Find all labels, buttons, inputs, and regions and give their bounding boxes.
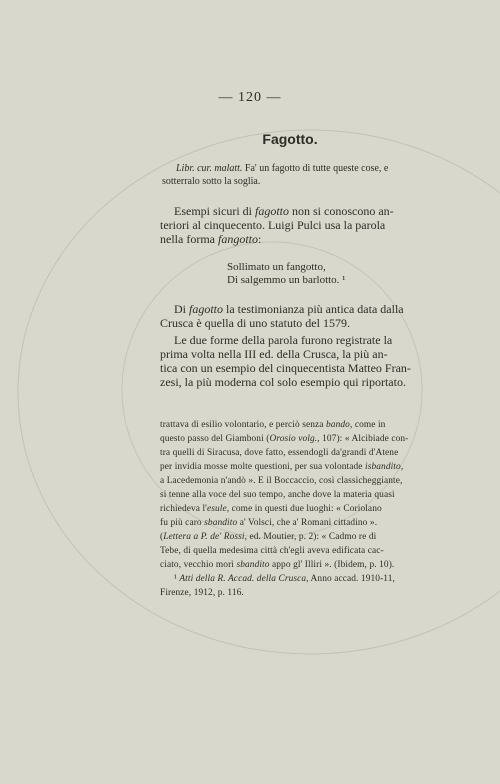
paragraph-line: nella forma fangotto:: [160, 232, 262, 246]
footnote-line: per invidia mosse molte questioni, per sua volontade isbandito,: [160, 462, 404, 472]
footnote-line: fu più caro sbandito a' Volsci, che a' Romani cittadino ».: [160, 518, 378, 528]
quote-text: Fa' un fagotto di tutte queste cose, e: [242, 163, 389, 174]
paragraph-line: zesi, la più moderna col solo esempio qui riportato.: [160, 375, 406, 389]
footnote-line: ciato, vecchio morì sbandito appo gl' Illiri ». (Ibidem, p. 10).: [160, 560, 395, 570]
paragraph-line: teriori al cinquecento. Luigi Pulci usa la parola: [160, 218, 386, 232]
verse-line: Di salgemmo un barlotto. ¹: [227, 274, 346, 286]
quote-line: [162, 176, 260, 187]
quote-source: Libr. cur. malatt.: [176, 163, 243, 174]
verse-line: Sollimato un fangotto,: [227, 261, 326, 273]
footnote-line: tra quelli di Siracusa, dove fatto, essendogli da'grandi d'Atene: [160, 448, 399, 458]
paragraph-line: tica con un esempio del cinquecentista Matteo Fran-: [160, 361, 411, 375]
paragraph-line: Esempi sicuri di fagotto non si conoscono an-: [174, 204, 394, 218]
footnote-line: richiedeva l'esule, come in questi due luoghi: « Coriolano: [160, 504, 382, 514]
entry-title: Fagotto.: [262, 131, 318, 147]
paragraph-line: Le due forme della parola furono registrate la: [174, 333, 393, 347]
footnote-line: a Lacedemonia n'andò ». E il Boccaccio, così classicheggiante,: [160, 476, 403, 486]
footnote-line: ¹ Atti della R. Accad. della Crusca, Anno accad. 1910-11,: [174, 574, 395, 584]
footnote-line: questo passo del Giamboni (Orosio volg., 107): « Alcibiade con-: [160, 434, 409, 444]
footnote-line: trattava di esilio volontario, e perciò senza bando, come in: [160, 420, 386, 430]
footnote-line: Firenze, 1912, p. 116.: [160, 588, 244, 598]
paragraph-line: Crusca è quella di uno statuto del 1579.: [160, 316, 350, 330]
paragraph-line: prima volta nella III ed. della Crusca, la più an-: [160, 347, 388, 361]
footnote-line: si tenne alla voce del suo tempo, anche dove la materia quasi: [160, 490, 395, 500]
footnote-line: (Lettera a P. de' Rossi, ed. Moutier, p. 2): « Cadmo re di: [160, 532, 377, 542]
quote-line: [176, 163, 388, 174]
footnote-line: Tebe, di quella medesima città ch'egli aveva edificata cac-: [160, 546, 384, 556]
paragraph-line: Di fagotto la testimonianza più antica data dalla: [174, 302, 404, 316]
quote-text: sotterralo sotto la soglia.: [162, 176, 261, 187]
page-number: — 120 —: [218, 90, 282, 105]
